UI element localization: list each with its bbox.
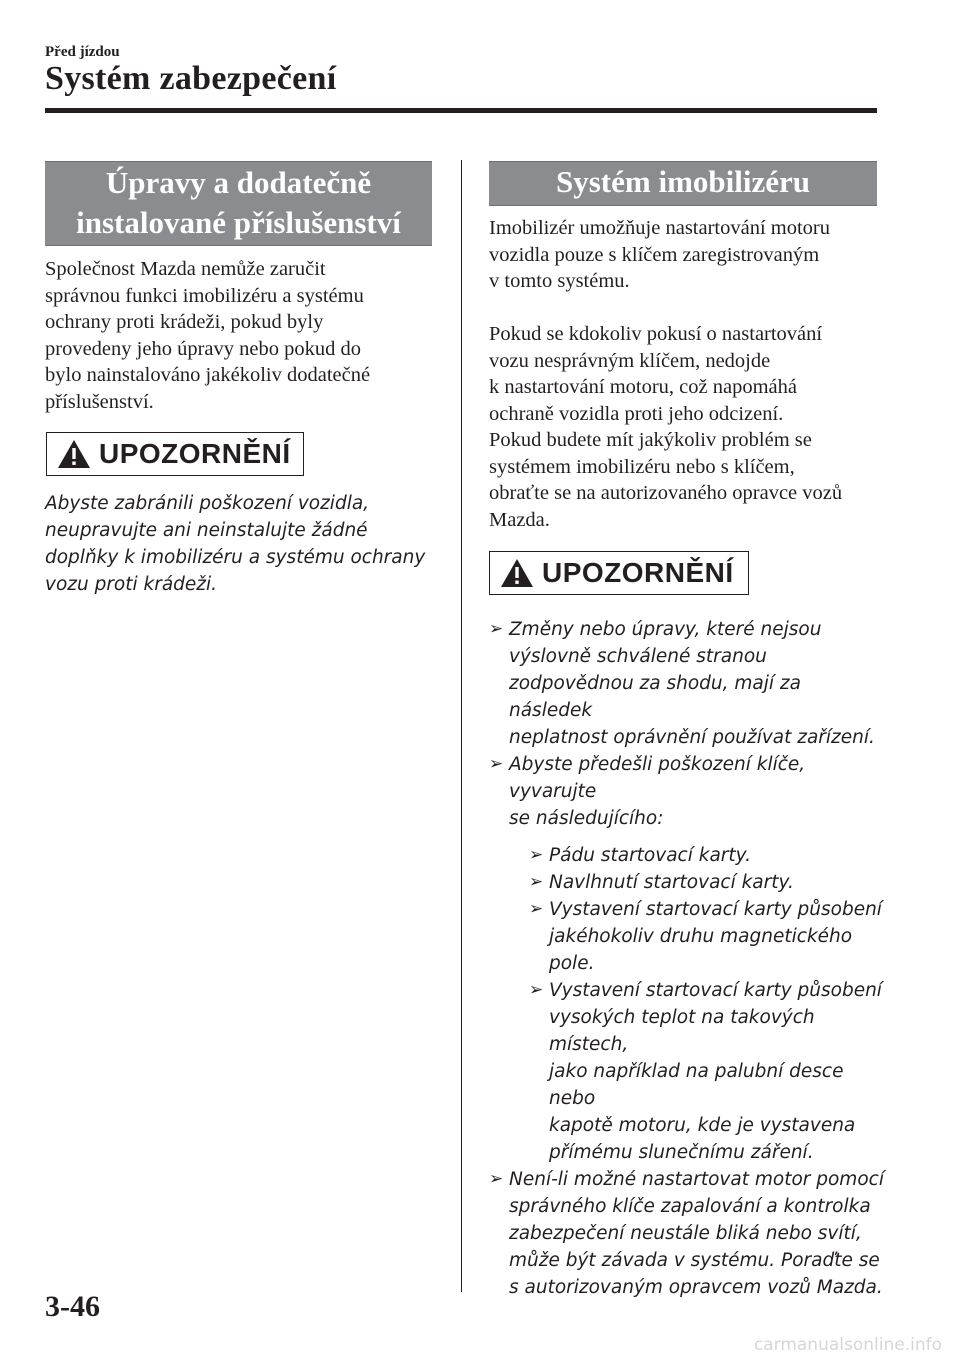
arrow-bullet-icon: ➢ (489, 754, 504, 774)
text-line: vozu proti krádeži. (45, 574, 218, 595)
watermark: carmanualsonline.info (753, 1335, 942, 1355)
text-line: Abyste předešli poškození klíče, vyvarujte (509, 754, 806, 802)
warning-triangle-icon (57, 439, 91, 469)
breadcrumb: Před jízdou (45, 44, 120, 60)
text-line: správnou funkci imobilizéru a systému (45, 284, 364, 307)
text-line: systémem imobilizéru nebo s klíčem, (489, 455, 795, 478)
text-line: Společnost Mazda nemůže zaručit (45, 258, 326, 280)
text-line: vysokých teplot na takových místech, (549, 1007, 815, 1055)
list-item (489, 616, 889, 751)
caution-text (45, 490, 445, 598)
caution-box (489, 551, 749, 595)
text-line: příslušenství. (45, 390, 154, 413)
caution-box (46, 432, 304, 476)
text-line: vozidla pouze s klíčem zaregistrovaným (489, 243, 820, 266)
left-paragraph (45, 256, 435, 415)
text-line: může být závada v systému. Poraďte se (509, 1250, 880, 1271)
arrow-bullet-icon: ➢ (529, 872, 544, 892)
right-paragraph-2 (489, 321, 881, 533)
text-line: k nastartování motoru, což napomáhá (489, 376, 797, 398)
column-divider (461, 160, 462, 1292)
text-line: neplatnost oprávnění používat zařízení. (509, 727, 875, 748)
heading-line: instalované příslušenství (76, 205, 401, 240)
text-line: Pokud budete mít jakýkoliv problém se (489, 429, 812, 451)
text-line: se následujícího: (509, 808, 664, 829)
text-line: výslovně schválené stranou (509, 646, 767, 667)
text-line: obraťte se na autorizovaného opravce vozů (489, 482, 843, 504)
section-heading-modifications (45, 161, 432, 246)
caution-list (489, 616, 889, 1301)
text-line: Vystavení startovací karty působení (549, 899, 882, 920)
text-line: ochrany proti krádeži, pokud byly (45, 311, 324, 333)
text-line: Není-li možné nastartovat motor pomocí (509, 1169, 884, 1190)
text-line: bylo nainstalováno jakékoliv dodatečné (45, 364, 371, 386)
header-rule (45, 108, 877, 113)
text-line: s autorizovaným opravcem vozů Mazda. (509, 1277, 883, 1298)
text-line: vozu nesprávným klíčem, nedojde (489, 349, 771, 372)
text-line: Změny nebo úpravy, které nejsou (509, 619, 822, 640)
arrow-bullet-icon: ➢ (489, 619, 504, 639)
text-line: jako například na palubní desce nebo (549, 1061, 844, 1109)
text-line: doplňky k imobilizéru a systému ochrany (45, 547, 426, 568)
heading-line: Úpravy a dodatečně (105, 165, 372, 200)
section-heading-immobilizer: Systém imobilizéru (489, 161, 877, 206)
caution-label: UPOZORNĚNÍ (99, 438, 291, 469)
sub-list-item (529, 977, 889, 1166)
sub-list-item (529, 869, 889, 896)
sub-list (509, 842, 889, 1166)
text-line: zabezpečení neustále bliká nebo svítí, (509, 1223, 862, 1244)
list-item (489, 751, 889, 1166)
text-line: zodpovědnou za shodu, mají za následek (509, 673, 801, 721)
text-line: jakéhokoliv druhu magnetického pole. (549, 926, 853, 974)
text-line: Abyste zabránili poškození vozidla, (45, 493, 370, 514)
page-title: Systém zabezpečení (45, 60, 337, 97)
right-paragraph-1 (489, 215, 881, 295)
caution-label: UPOZORNĚNÍ (542, 557, 734, 588)
text-line: Pádu startovací karty. (549, 845, 752, 866)
text-line: ochraně vozidla proti jeho odcizení. (489, 402, 784, 425)
text-line: správného klíče zapalování a kontrolka (509, 1196, 871, 1217)
text-line: Pokud se kdokoliv pokusí o nastartování (489, 323, 823, 345)
arrow-bullet-icon: ➢ (489, 1169, 504, 1189)
text-line: přímému slunečnímu záření. (549, 1142, 814, 1163)
text-line: Imobilizér umožňuje nastartování motoru (489, 217, 831, 239)
page-number: 3-46 (45, 1290, 100, 1323)
list-item (489, 1166, 889, 1301)
arrow-bullet-icon: ➢ (529, 980, 544, 1000)
text-line: Mazda. (489, 508, 550, 531)
text-line: v tomto systému. (489, 270, 630, 292)
arrow-bullet-icon: ➢ (529, 845, 544, 865)
text-line: Vystavení startovací karty působení (549, 980, 882, 1001)
text-line: kapotě motoru, kde je vystavena (549, 1115, 856, 1136)
text-line: neupravujte ani neinstalujte žádné (45, 520, 368, 541)
arrow-bullet-icon: ➢ (529, 899, 544, 919)
sub-list-item (529, 842, 889, 869)
sub-list-item (529, 896, 889, 977)
warning-triangle-icon (500, 558, 534, 588)
text-line: Navlhnutí startovací karty. (549, 872, 794, 893)
text-line: provedeny jeho úpravy nebo pokud do (45, 337, 361, 360)
